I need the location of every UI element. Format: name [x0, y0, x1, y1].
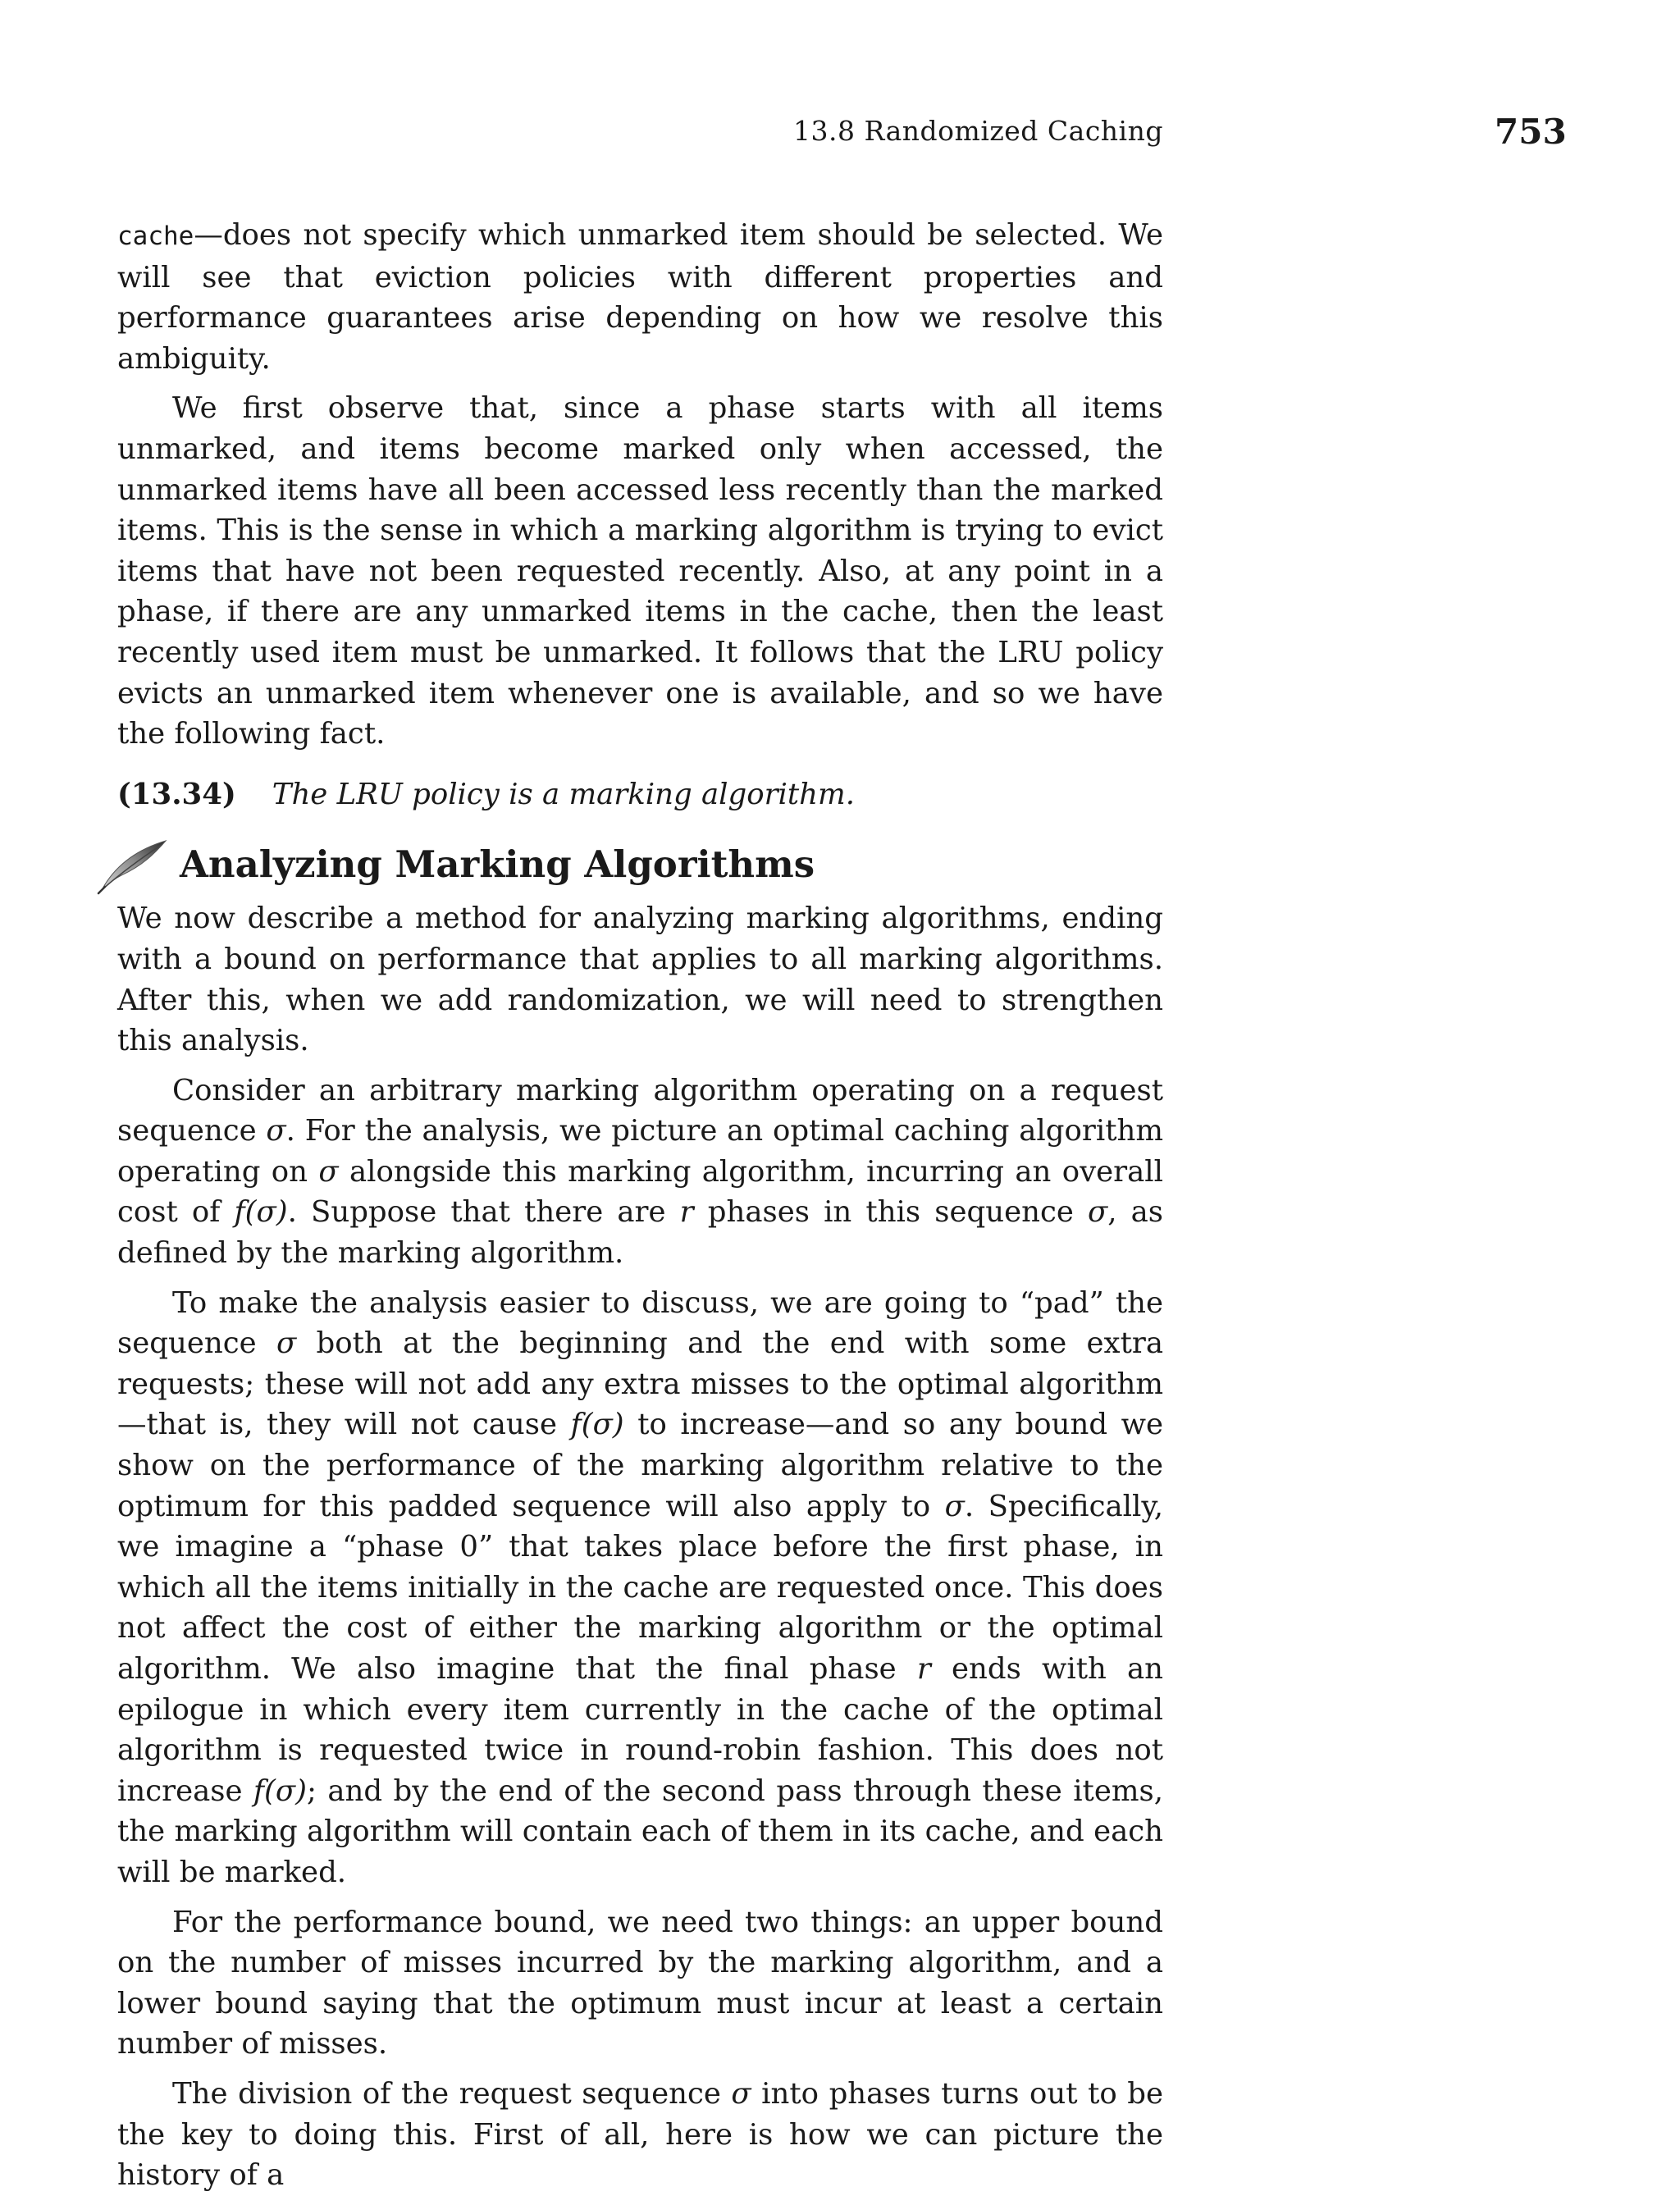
text-run: alongside this marking algorithm, incurring an overall cost of: [117, 1154, 1163, 1230]
paragraph-5: [117, 1283, 1163, 1893]
math-r: r: [679, 1195, 694, 1230]
claim-number: (13.34): [117, 777, 236, 811]
page-body: [117, 215, 1163, 2205]
text-run: . For the analysis, we picture an optimal caching algorithm operating on: [117, 1114, 1163, 1189]
paragraph-7: [117, 2074, 1163, 2196]
claim-13-34: [117, 774, 1163, 815]
math-f-sigma: f(σ): [253, 1774, 307, 1808]
math-f-sigma: f(σ): [570, 1408, 624, 1442]
math-sigma: σ: [731, 2076, 751, 2111]
text-run: To make the analysis easier to discuss, we are going to “pad” the sequence: [117, 1285, 1163, 1361]
math-sigma: σ: [1087, 1195, 1108, 1230]
math-sigma: σ: [318, 1154, 339, 1189]
paragraph-1: [117, 215, 1163, 379]
paragraph-6: For the performance bound, we need two things: an upper bound on the number of misses incurred by the marking algorithm, and a lower bound saying that the optimum must incur at least a certain number of misses.: [117, 1905, 1163, 2061]
section-title: Analyzing Marking Algorithms: [180, 842, 815, 887]
text-run: . Specifically, we imagine a “phase 0” that takes place before the first phase, in which all the items initially in the cache are requested once. This does not affect the cost of either the marking algorithm or the optimal algorithm. We also imagine that the final phase: [117, 1489, 1163, 1686]
paragraph-1-text: —does not specify which unmarked item should be selected. We will see that eviction policies with different properties and performance guarantees arise depending on how we resolve this ambiguity.: [117, 218, 1163, 376]
claim-text: The LRU policy is a marking algorithm.: [272, 777, 855, 811]
text-run: into phases turns out to be the key to doing this. First of all, here is how we can picture the history of a: [117, 2076, 1163, 2193]
math-sigma: σ: [276, 1326, 297, 1361]
page-number: 753: [1495, 112, 1567, 152]
paragraph-2: We first observe that, since a phase starts with all items unmarked, and items become marked only when accessed, the unmarked items have all been accessed less recently than the marked items. This is the sense in which a marking algorithm is trying to evict items that have not been requested recently. Also, at any point in a phase, if there are any unmarked items in the cache, then the least recently used item must be unmarked. It follows that the LRU policy evicts an unmarked item whenever one is available, and so we have the following fact.: [117, 391, 1163, 751]
math-sigma: σ: [944, 1489, 965, 1523]
math-sigma: σ: [266, 1114, 286, 1148]
running-head: 13.8 Randomized Caching: [793, 115, 1163, 147]
text-run: , as defined by the marking algorithm.: [117, 1195, 1164, 1271]
text-run: The division of the request sequence: [172, 2076, 732, 2111]
text-run: Consider an arbitrary marking algorithm operating on a request sequence: [117, 1073, 1163, 1148]
text-run: . Suppose that there are: [287, 1195, 680, 1230]
text-run: both at the beginning and the end with some extra requests; these will not add any extra misses to the optimal algorithm—that is, they will not cause: [117, 1326, 1163, 1442]
text-run: ; and by the end of the second pass through these items, the marking algorithm will contain each of them in its cache, and each will be marked.: [117, 1774, 1163, 1889]
code-term: cache: [117, 221, 194, 251]
quill-icon: [97, 836, 169, 895]
math-r: r: [916, 1652, 931, 1686]
paragraph-4: [117, 1071, 1163, 1274]
text-run: ends with an epilogue in which every item currently in the cache of the optimal algorithm is requested twice in round-robin fashion. This does not increase: [117, 1652, 1164, 1808]
math-f-sigma: f(σ): [234, 1195, 288, 1230]
section-heading: [117, 842, 1163, 895]
text-run: phases in this sequence: [693, 1195, 1088, 1230]
paragraph-3: We now describe a method for analyzing marking algorithms, ending with a bound on performance that applies to all marking algorithms. After this, when we add randomization, we will need to strengthen this analysis.: [117, 902, 1163, 1058]
text-run: to increase—and so any bound we show on the performance of the marking algorithm relative to the optimum for this padded sequence will also apply to: [117, 1408, 1164, 1523]
page-header: [0, 112, 1680, 161]
